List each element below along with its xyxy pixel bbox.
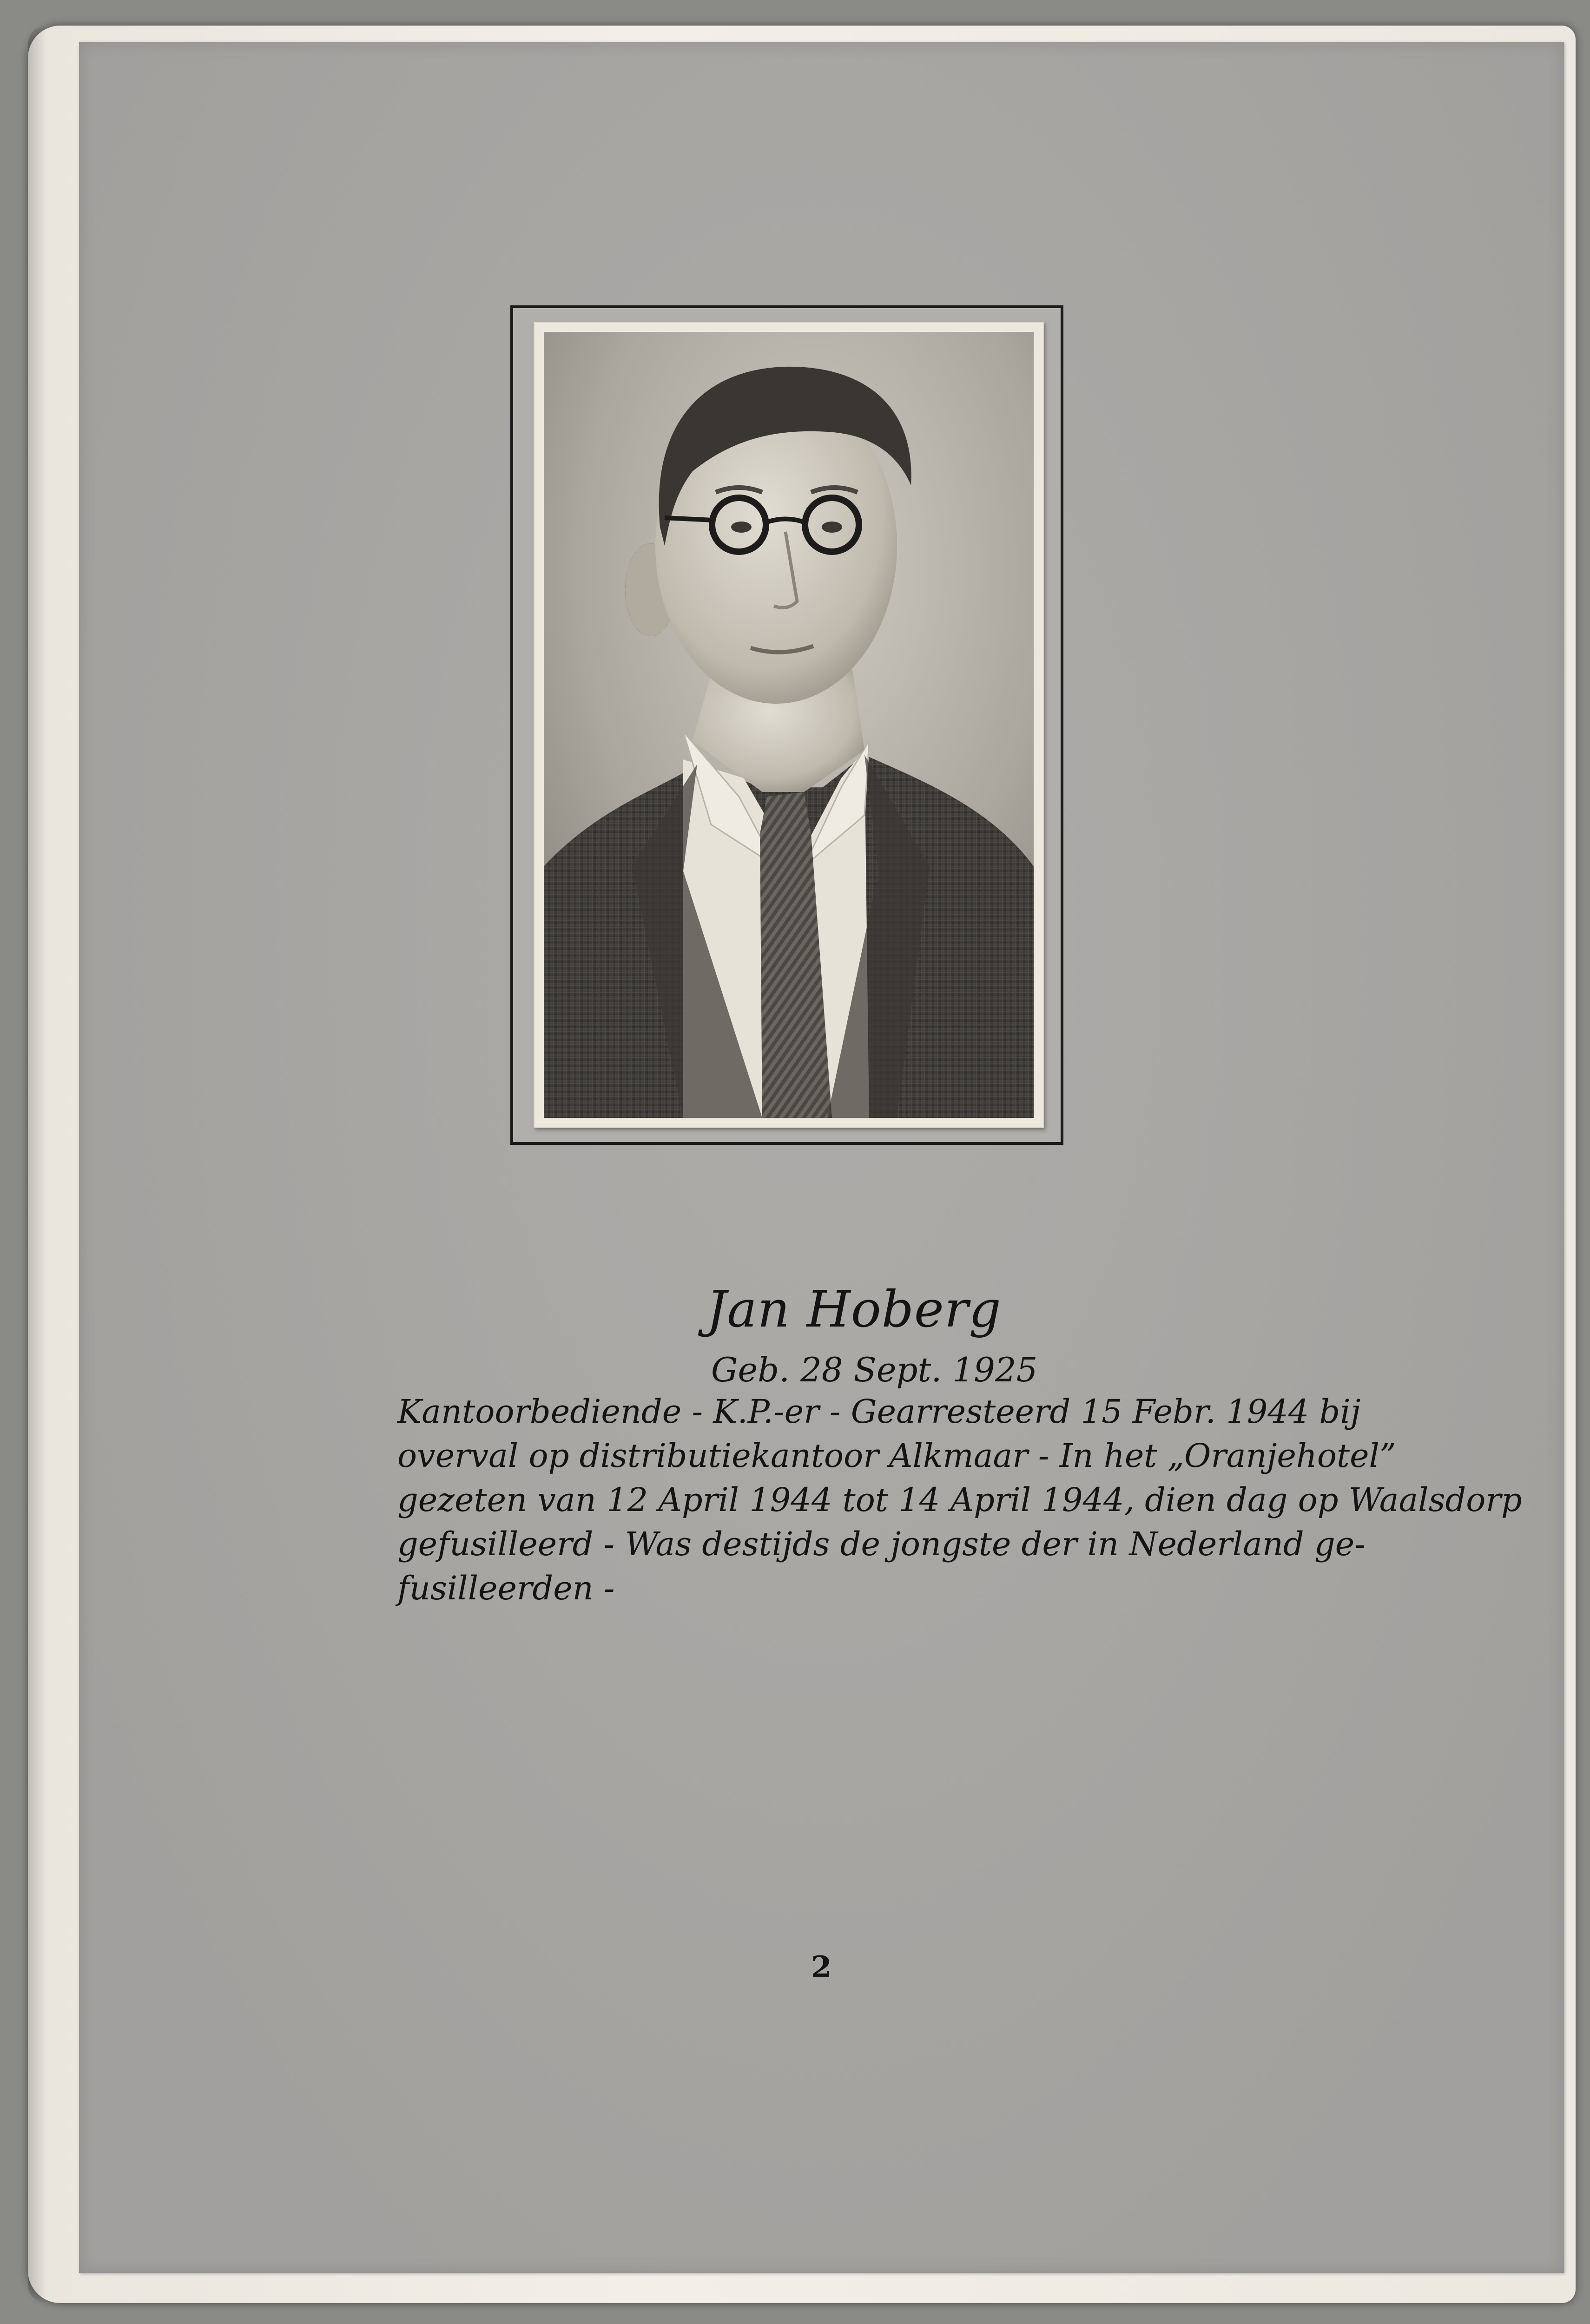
- caption-line: fusilleerden -: [397, 1569, 615, 1607]
- caption-line: gezeten van 12 April 1944 tot 14 April 1944, dien dag op Waalsdorp: [397, 1481, 1522, 1519]
- portrait-photo: [534, 322, 1044, 1128]
- caption-body: [397, 1390, 1522, 1611]
- caption-birth-date: Geb. 28 Sept. 1925: [711, 1350, 1038, 1389]
- caption-line: gefusilleerd - Was destijds de jongste der in Nederland ge-: [397, 1525, 1366, 1563]
- caption-name: Jan Hoberg: [706, 1281, 1002, 1339]
- page-number: 2: [811, 1950, 832, 1985]
- album-spine: [28, 26, 46, 2303]
- caption-line: overval op distributiekantoor Alkmaar - In het „Oranjehotel”: [397, 1437, 1396, 1475]
- portrait-illustration: [544, 332, 1034, 1118]
- portrait-image: [544, 332, 1034, 1118]
- caption-line: Kantoorbediende - K.P.-er - Gearresteerd 15 Febr. 1944 bij: [397, 1393, 1361, 1431]
